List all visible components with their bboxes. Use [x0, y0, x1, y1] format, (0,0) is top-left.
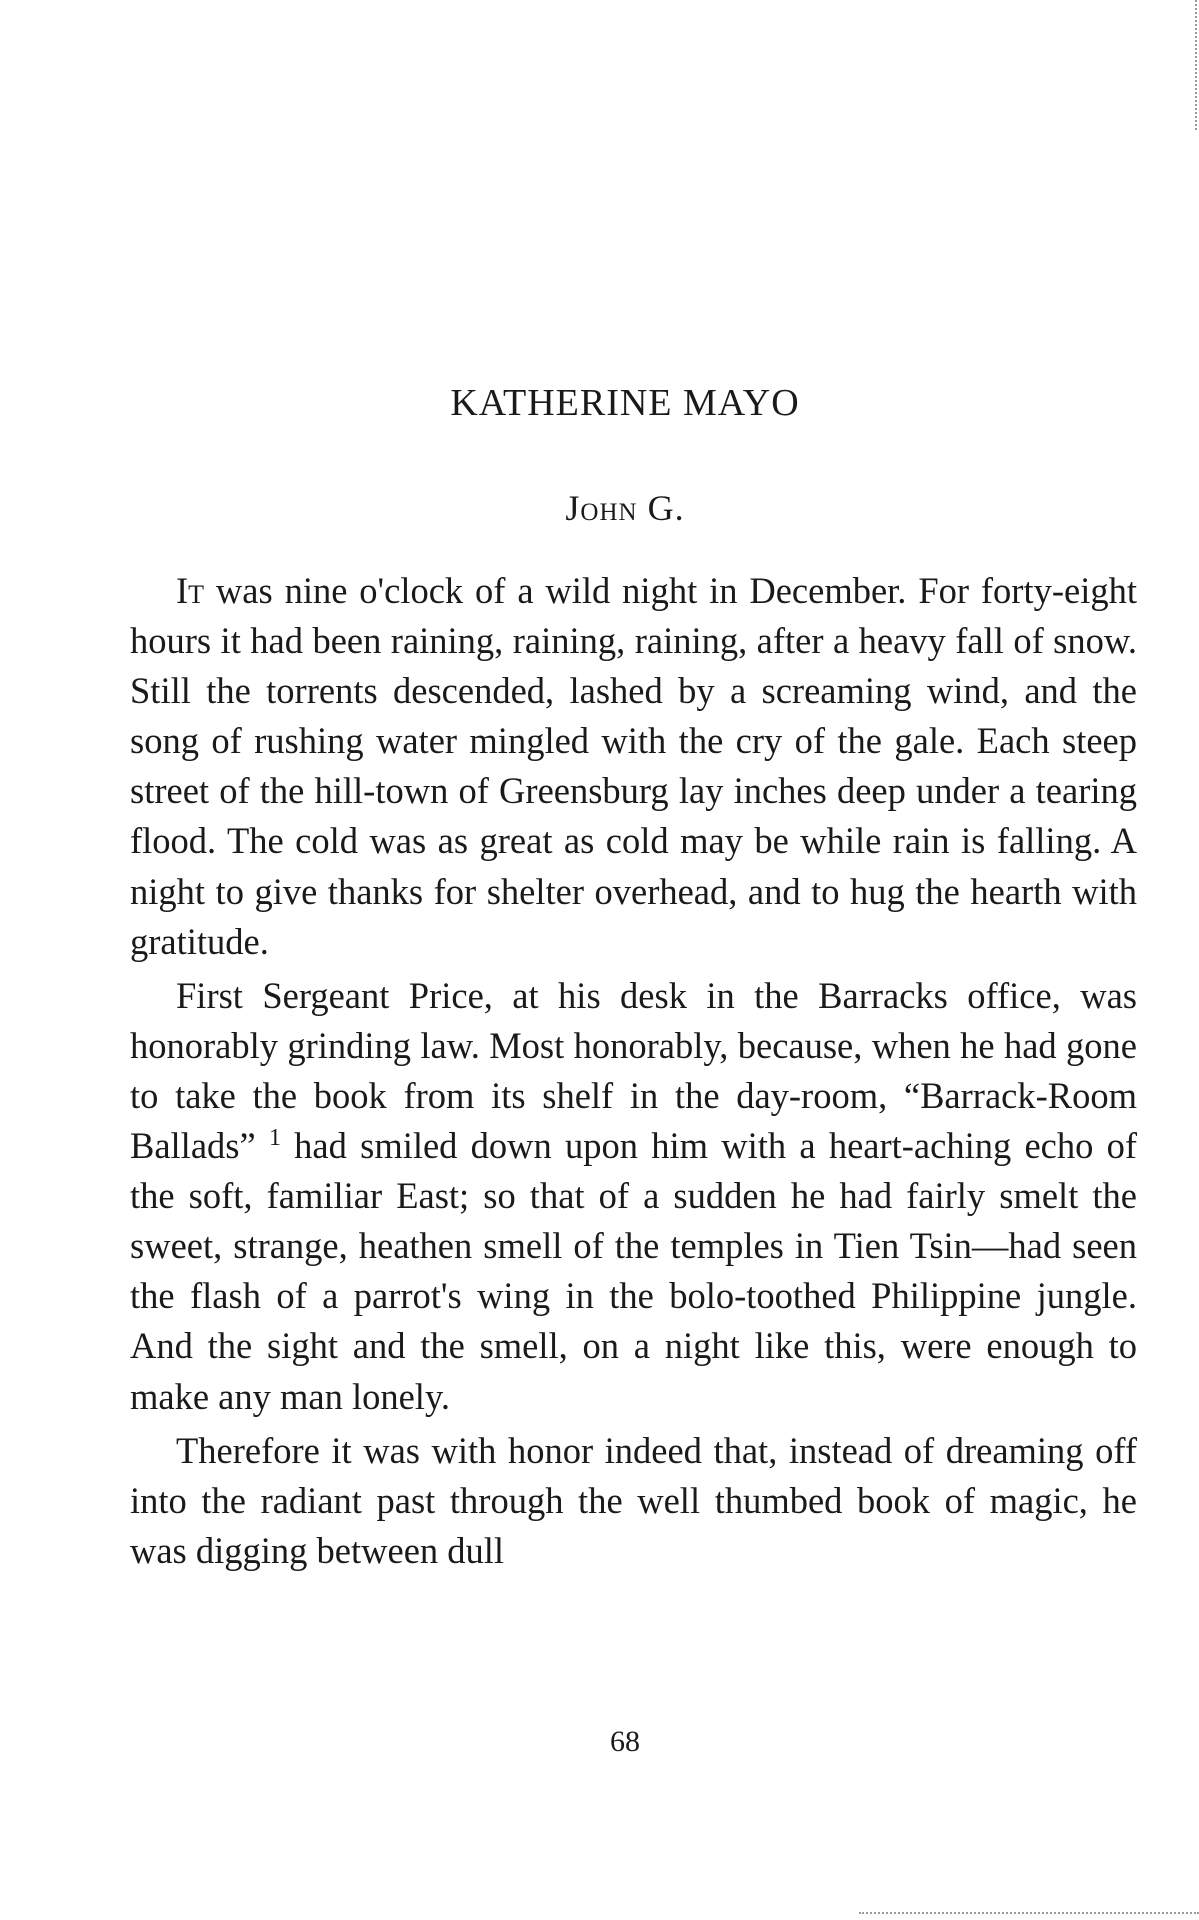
- chapter-title-rest: ohn: [580, 488, 638, 528]
- paragraph-3: [130, 1426, 1137, 1576]
- running-head-author: KATHERINE MAYO: [450, 382, 800, 424]
- paragraph-1: [130, 566, 1137, 967]
- paragraph-3-text: Therefore it was with honor indeed that, instead of dreaming off into the radiant past through the well thumbed book of magic, he was digging between dull: [130, 1429, 1137, 1571]
- chapter-title-suffix: G.: [637, 488, 685, 528]
- paragraph-1-text: was nine o'clock of a wild night in December. For forty-eight hours it had been raining, raining, raining, after a heavy fall of snow. Still the torrents descended, lashed by a screaming wind, and the song of rushing water mingled with the cry of the gale. Each steep street of the hill-town of Greensburg lay inches deep under a tearing flood. The cold was as great as cold may be while rain is falling. A night to give thanks for shelter overhead, and to hug the hearth with gratitude.: [130, 570, 1137, 962]
- footnote-marker: 1: [268, 1124, 281, 1151]
- page-bottom-rule: [859, 1912, 1199, 1914]
- paragraph-2-part-2: had smiled down upon him with a heart-aching echo of the soft, familiar East; so that of a sudden he had fairly smelt the sweet, strange, heathen smell of the temples in Tien Tsin—had seen the flash of a parrot's wing in the bolo-toothed Philippine jungle. And the sight and the smell, on a night like this, were enough to make any man lonely.: [130, 1125, 1138, 1417]
- paragraph-2: [130, 971, 1137, 1422]
- page-number: 68: [610, 1725, 640, 1758]
- paragraph-2-part-1: First Sergeant Price, at his desk in the Barracks office, was honorably grinding law. Most honorably, because, when he had gone to take the book from its shelf in the day-room, “Barrack-Room Ballads”: [130, 974, 1137, 1167]
- page-edge-mark: [1189, 0, 1197, 130]
- body-text: [130, 566, 1137, 1580]
- chapter-title-initial: J: [565, 488, 581, 528]
- chapter-title: [0, 483, 1199, 533]
- paragraph-1-lead: It: [176, 570, 205, 611]
